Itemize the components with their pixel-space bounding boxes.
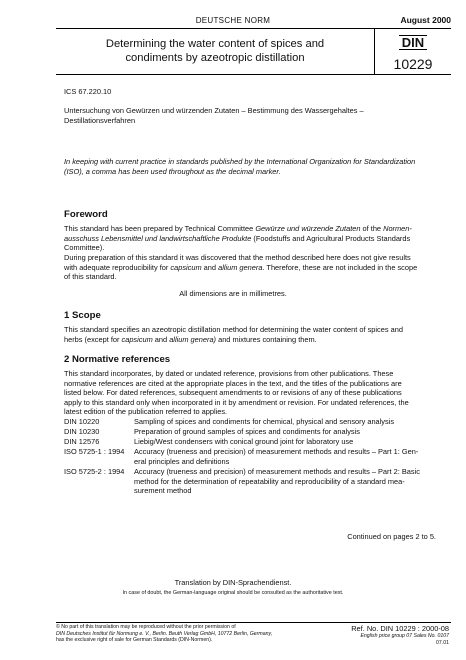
dimensions-note: All dimensions are in millimetres. — [179, 289, 287, 298]
scope-heading: 1 Scope — [64, 310, 101, 321]
reference-entry: ISO 5725-1 : 1994 Accuracy (trueness and precision) of measurement methods and results – Part 1: Gen- eral principles and definitions — [64, 447, 419, 466]
reference-entry: DIN 12576 Liebig/West condensers with conical ground joint for laboratory use — [64, 437, 354, 446]
translation-disclaimer: In case of doubt, the German-language original should be consulted as the authoritative text. — [122, 590, 344, 596]
reference-entry: DIN 10230 Preparation of ground samples of spices and condiments for analysis — [64, 427, 360, 436]
translation-credit: Translation by DIN-Sprachendienst. — [174, 578, 292, 587]
normative-references-heading: 2 Normative references — [64, 354, 171, 365]
document-title — [56, 28, 375, 75]
copyright-notice: © No part of this translation may be reproduced without the prior permission of DIN Deutsches Institut für Normung e. V., Berlin. Beuth Verlag GmbH, 10772 Berlin, Germany, has the exclusive right of sale for German Standards (DIN-Normen). — [56, 624, 273, 644]
ics-code: ICS 67.220.10 — [64, 87, 112, 96]
print-code: 07.01 — [436, 640, 449, 646]
continued-note: Continued on pages 2 to 5. — [347, 532, 436, 541]
din-number: 10229 — [393, 56, 433, 72]
reference-entry: ISO 5725-2 : 1994 Accuracy (trueness and precision) of measurement methods and results – Part 2: Basic method for the determination of repeatability and reproducibility of a standard mea- surement method — [64, 467, 420, 496]
din-logo: DIN — [399, 35, 427, 50]
price-group: English price group 07 Sales No. 0107 — [360, 633, 449, 639]
din-identifier — [375, 28, 451, 75]
normative-intro: This standard incorporates, by dated or undated reference, provisions from other publications. These normative references are cited at the appropriate places in the text, and the titles of the publications are listed below. For dated references, subsequent amendments to or revisions of any of these publications apply to this standard only when incorporated in it by amendment or revision. For undated references, the latest edition of the publication referred to applies. — [64, 369, 409, 417]
footer-divider — [56, 622, 451, 623]
title-line-2: condiments by azeotropic distillation — [125, 52, 305, 64]
scope-text: This standard specifies an azeotropic distillation method for determining the water content of spices and herbs (except for capsicum and allium genera) and mixtures containing them. — [64, 325, 403, 344]
reference-entry: DIN 10220 Sampling of spices and condiments for chemical, physical and sensory analysis — [64, 417, 395, 426]
foreword-paragraph-1: This standard has been prepared by Technical Committee Gewürze und würzende Zutaten of the Normen- ausschuss Lebensmittel und landwirtschaftliche Produkte (Foodstuffs and Agricultural Products Standards Committee). — [64, 224, 412, 253]
issue-date: August 2000 — [400, 15, 451, 25]
foreword-heading: Foreword — [64, 209, 108, 220]
foreword-paragraph-2: During preparation of this standard it was discovered that the method described here does not give results with adequate reproducibility for capsicum and allium genera. Therefore, these are not included in the scope of this standard. — [64, 253, 418, 282]
reference-number: Ref. No. DIN 10229 : 2000-08 — [351, 624, 449, 633]
german-title: Untersuchung von Gewürzen und würzenden Zutaten – Bestimmung des Wassergehaltes – Destillationsverfahren — [64, 106, 364, 125]
iso-decimal-note: In keeping with current practice in standards published by the International Organization for Standardization (ISO), a comma has been used throughout as the decimal marker. — [64, 157, 416, 176]
norm-label: DEUTSCHE NORM — [195, 16, 271, 25]
reference-number-block — [351, 624, 449, 647]
title-line-1: Determining the water content of spices and — [105, 38, 325, 50]
